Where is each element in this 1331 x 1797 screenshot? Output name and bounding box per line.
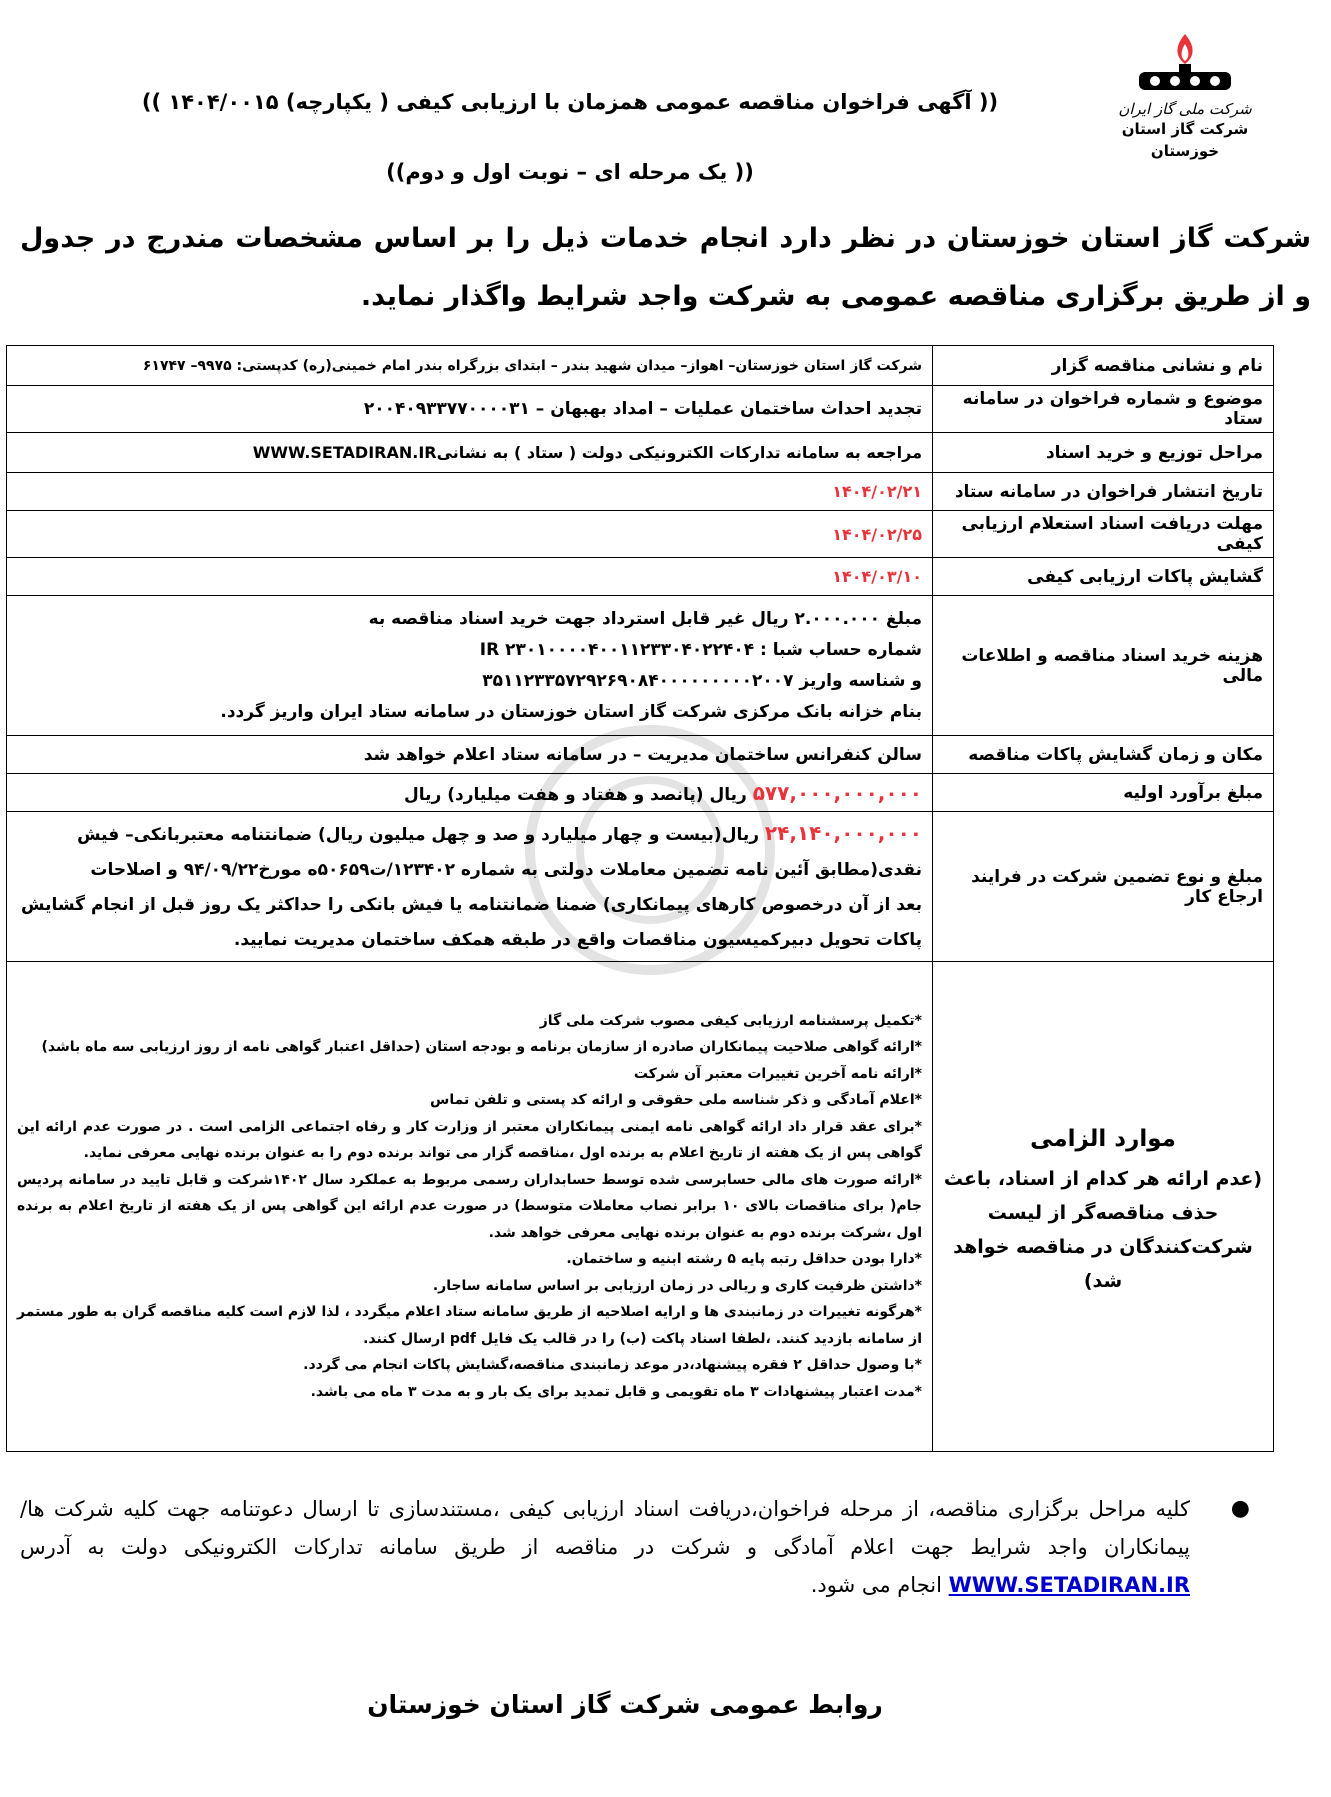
table-row [7, 433, 1274, 473]
tender-details-table [6, 345, 1274, 1452]
row-label: مبلغ برآورد اولیه [933, 774, 1274, 812]
table-row [7, 812, 1274, 962]
opening-date: ۱۴۰۴/۰۳/۱۰ [7, 558, 933, 596]
requirements-label [933, 962, 1274, 1452]
fee-line: مبلغ ۲.۰۰۰.۰۰۰ ریال غیر قابل استرداد جهت خرید اسناد مناقصه به [368, 608, 922, 629]
table-row [7, 386, 1274, 433]
guarantee-line: بعد از آن درخصوص کارهای پیمانکاری) ضمنا ضمانتنامه یا فیش بانکی را حداکثر یک روز قبل از انجام گشایش [21, 894, 922, 915]
requirement-item: *هرگونه تغییرات در زمانبندی ها و ارایه اصلاحیه از طریق سامانه ستاد اعلام میگردد ، لذا لازم است کلیه مناقصه گران به طور مستمر از سامانه بازدید کنند. ،لطفا اسناد پاکت (ب) را در قالب یک فایل pdf ارسال کنند. [17, 1304, 922, 1347]
procedure-note-text [20, 1490, 1190, 1604]
table-row [7, 736, 1274, 774]
intro-paragraph: شرکت گاز استان خوزستان در نظر دارد انجام خدمات ذیل را بر اساس مشخصات مندرج در جدول و از طریق برگزاری مناقصه عمومی به شرکت واجد شرایط واگذار نماید. [20, 223, 1311, 312]
bullet-icon: ● [1230, 1496, 1250, 1521]
requirement-item: *با وصول حداقل ۲ فقره پیشنهاد،در موعد زمانبندی مناقصه،گشایش پاکات انجام می گردد. [303, 1357, 922, 1374]
row-label: مراحل توزیع و خرید اسناد [933, 433, 1274, 473]
requirements-subtitle: (عدم ارائه هر کدام از اسناد، باعث حذف مناقصه‌گر از لیست شرکت‌کنندگان در مناقصه خواهد شد) [943, 1167, 1263, 1292]
requirement-item: *دارا بودن حداقل رتبه پایه ۵ رشته ابنیه و ساختمان. [566, 1251, 922, 1268]
guarantee-line: پاکات تحویل دبیرکمیسیون مناقصات واقع در طبقه همکف ساختمان مدیریت نمایید. [233, 929, 922, 950]
table-row [7, 774, 1274, 812]
announcement-title: (( آگهی فراخوان مناقصه عمومی همزمان با ارزیابی کیفی ( یکپارچه) ۱۴۰۴/۰۰۱۵ )) [141, 90, 999, 114]
guarantee-line [17, 816, 922, 853]
row-value: تجدید احداث ساختمان عملیات – امداد بهبهان – ۲۰۰۴۰۹۳۳۷۷۰۰۰۰۳۱ [7, 386, 933, 433]
requirement-item: *ارائه صورت های مالی حسابرسی شده توسط حسابداران رسمی مربوط به عملکرد سال ۱۴۰۲شرکت و قابل تایید در سامانه پردیس جام( برای مناقصات بالای ۱۰ برابر نصاب معاملات متوسط) در صورت عدم ارائه این گواهی پس از یک هفته از تاریخ اعلام به برنده اول ،شرکت برنده دوم به عنوان برنده نهایی معرفی خواهد شد. [17, 1171, 922, 1241]
requirement-item: *ارائه گواهی صلاحیت پیمانکاران صادره از سازمان برنامه و بودجه استان (حداقل اعتبار گواهی نامه از روز ارزیابی سه ماه باشد) [41, 1039, 922, 1056]
public-relations-signature: روابط عمومی شرکت گاز استان خوزستان [367, 1690, 883, 1719]
requirement-item: *تکمیل پرسشنامه ارزیابی کیفی مصوب شرکت ملی گاز [539, 1012, 922, 1029]
payment-id-line: و شناسه واریز ۳۵۱۱۲۳۳۵۷۲۹۲۶۹۰۸۴۰۰۰۰۰۰۰۰۰۲۰۰۷ [482, 670, 922, 691]
announcement-subtitle: (( یک مرحله ای – نوبت اول و دوم)) [386, 160, 754, 184]
estimate-text: ریال (پانصد و هفتاد و هفت میلیارد) ریال [404, 784, 753, 805]
table-row [7, 558, 1274, 596]
logo-script-text: شرکت ملی گاز ایران [1118, 100, 1252, 118]
row-label: تاریخ انتشار فراخوان در سامانه ستاد [933, 473, 1274, 511]
note-tail: انجام می شود. [810, 1573, 949, 1597]
estimate-amount: ۵۷۷,۰۰۰,۰۰۰,۰۰۰ [752, 780, 922, 805]
row-value: شرکت گاز استان خوزستان– اهواز– میدان شهید بندر – ابتدای بزرگراه بندر امام خمینی(ره) کدپستی: ۹۹۷۵– ۶۱۷۴۷ [7, 346, 933, 386]
row-value: مراجعه به سامانه تدارکات الکترونیکی دولت ( ستاد ) به نشانیWWW.SETADIRAN.IR [7, 433, 933, 473]
row-label: مبلغ و نوع تضمین شرکت در فرایند ارجاع کار [933, 812, 1274, 962]
guarantee-text: ریال(بیست و چهار میلیارد و صد و چهل میلیون ریال) ضمانتنامه معتبربانکی– فیش [77, 824, 765, 845]
requirement-item: *داشتن ظرفیت کاری و ریالی در زمان ارزیابی بر اساس سامانه ساجار. [432, 1277, 922, 1294]
table-row [7, 473, 1274, 511]
row-label: مهلت دریافت اسناد استعلام ارزیابی کیفی [933, 511, 1274, 558]
row-label: هزینه خرید اسناد مناقصه و اطلاعات مالی [933, 596, 1274, 736]
requirement-item: *برای عقد قرار داد ارائه گواهی نامه ایمنی پیمانکاران معتبر از وزارت کار و رفاه اجتماعی الزامی است . در صورت عدم ارائه این گواهی پس از یک هفته از تاریخ اعلام به برنده اول ،مناقصه گزار می تواند برنده دوم را به عنوان برنده نهایی معرفی نماید. [17, 1118, 922, 1162]
requirements-list [7, 962, 933, 1452]
document-deadline-date: ۱۴۰۴/۰۲/۲۵ [7, 511, 933, 558]
fee-details [7, 596, 933, 736]
setadiran-link[interactable]: WWW.SETADIRAN.IR [948, 1573, 1190, 1597]
requirement-item: *ارائه نامه آخرین تغییرات معتبر آن شرکت [633, 1065, 922, 1082]
row-label: مکان و زمان گشایش پاکات مناقصه [933, 736, 1274, 774]
logo-company-name: شرکت گاز استان خوزستان [1121, 120, 1249, 160]
estimate-value [7, 774, 933, 812]
row-label: گشایش پاکات ارزیابی کیفی [933, 558, 1274, 596]
row-label: موضوع و شماره فراخوان در سامانه ستاد [933, 386, 1274, 433]
row-value: سالن کنفرانس ساختمان مدیریت – در سامانه ستاد اعلام خواهد شد [7, 736, 933, 774]
guarantee-line: نقدی(مطابق آئین نامه تضمین معاملات دولتی به شماره ۱۲۳۴۰۲/ت۵۰۶۵۹ه مورخ۹۴/۰۹/۲۲ و اصلاحات [90, 859, 922, 880]
company-logo [1090, 30, 1280, 180]
procedure-note [20, 1490, 1250, 1604]
row-label: نام و نشانی مناقصه گزار [933, 346, 1274, 386]
requirements-title: موارد الزامی [1030, 1125, 1176, 1152]
guarantee-amount: ۲۴,۱۴۰,۰۰۰,۰۰۰ [764, 820, 922, 845]
fee-instruction-line: بنام خزانه بانک مرکزی شرکت گاز استان خوزستان در سامانه ستاد ایران واریز گردد. [220, 701, 922, 722]
requirement-item: *اعلام آمادگی و ذکر شناسه ملی حقوقی و ارائه کد پستی و تلفن تماس [430, 1092, 922, 1109]
table-row [7, 596, 1274, 736]
publish-date: ۱۴۰۴/۰۲/۲۱ [7, 473, 933, 511]
guarantee-details [7, 812, 933, 962]
iban-line: شماره حساب شبا : IR ۲۳۰۱۰۰۰۰۴۰۰۱۱۲۳۳۰۴۰۲۲۴۰۴ [479, 639, 922, 660]
table-row [7, 346, 1274, 386]
table-row [7, 962, 1274, 1452]
note-body: کلیه مراحل برگزاری مناقصه، از مرحله فراخوان،دریافت اسناد ارزیابی کیفی ،مستندسازی تا ارسال دعوتنامه جهت کلیه شرکت ها/پیمانکاران واجد شرایط جهت اعلام آمادگی و شرکت در مناقصه از طریق سامانه تدارکات الکترونیکی دولت به آدرس [20, 1497, 1190, 1559]
table-row [7, 511, 1274, 558]
gas-company-emblem-icon [1125, 30, 1245, 100]
requirement-item: *مدت اعتبار پیشنهادات ۳ ماه تقویمی و قابل تمدید برای یک بار و به مدت ۳ ماه می باشد. [310, 1383, 922, 1400]
